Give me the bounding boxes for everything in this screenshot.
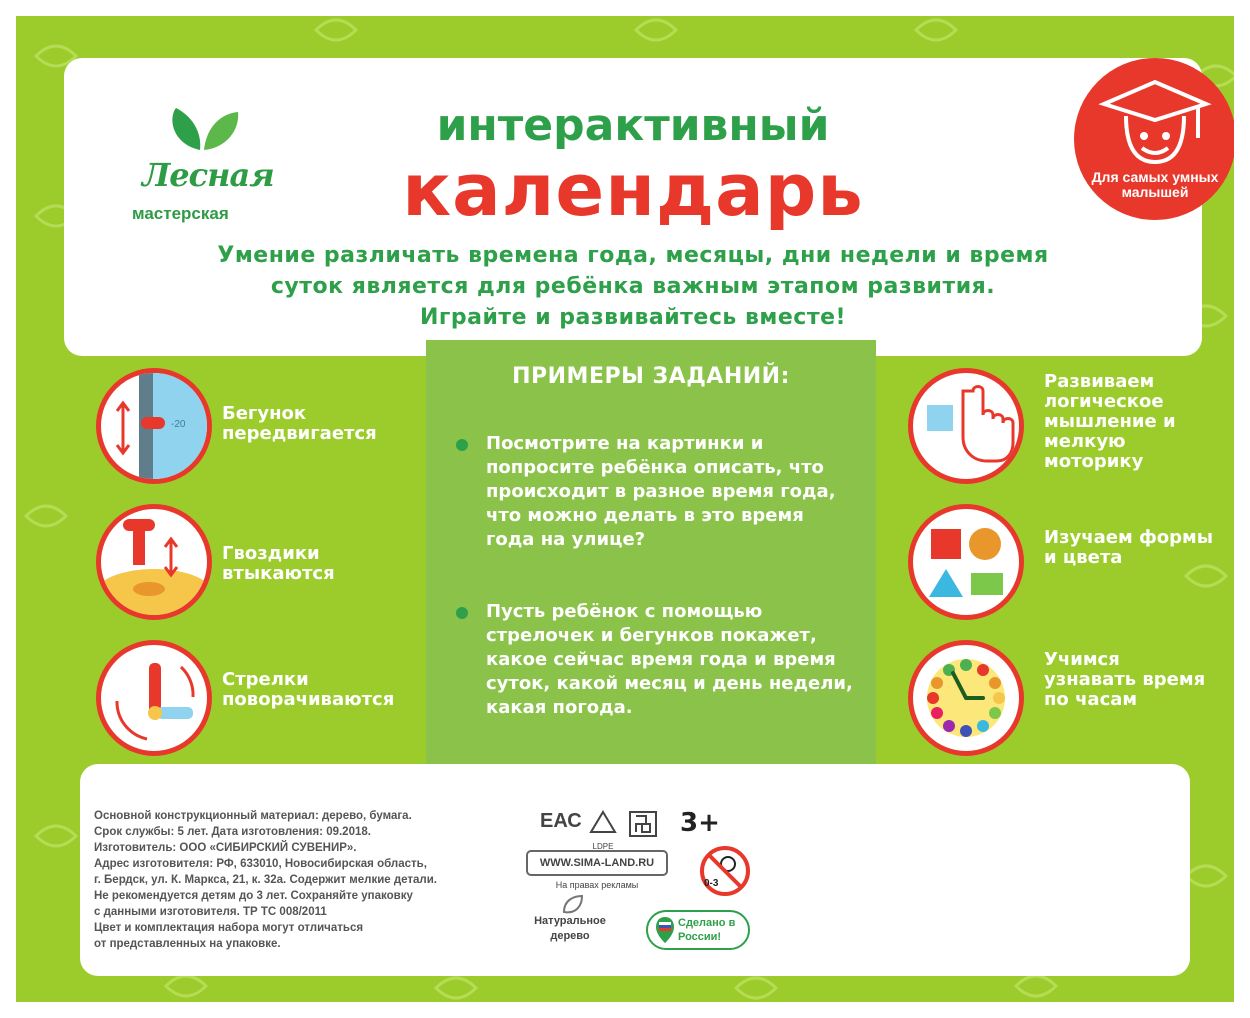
bullet-icon [456,607,468,619]
package-back [16,16,1234,1002]
intro-line: Умение различать времена года, месяцы, дни недели и время [217,243,1049,268]
intro-line: Играйте и развивайтесь вместе! [419,305,847,330]
age-rating: 3+ [680,808,720,838]
feature-label: Изучаем формы и цвета [1044,527,1214,568]
footer-card [80,764,1190,976]
made-in-russia-text: Сделано в России! [678,917,736,943]
made-in-russia-badge [646,910,750,950]
title-main: календарь [402,148,864,232]
brand-name: Лесная [142,156,274,194]
task-text: Посмотрите на картинки и попросите ребёнка описать, что происходит в разное время года, что можно делать в это время года на улице? [486,433,836,550]
feature-label: Гвоздики втыкаются [222,543,335,584]
feature-hand-circle [908,368,1024,484]
intro-text [84,240,1182,333]
legal-info [94,808,534,952]
pb-mark-icon [628,810,658,840]
rotating-arrows-icon [101,645,207,751]
legal-line: Срок службы: 5 лет. Дата изготовления: 09.2018. [94,826,371,838]
smart-kids-badge [1074,58,1234,220]
legal-line: Не рекомендуется детям до 3 лет. Сохраняйте упаковку [94,890,413,902]
graduate-face-icon [1074,58,1234,168]
feature-label: Учимся узнавать время по часам [1044,649,1206,710]
feature-shapes-circle [908,504,1024,620]
bullet-icon [456,439,468,451]
task-item [456,600,856,730]
site-link[interactable]: WWW.SIMA-LAND.RU [526,850,668,876]
russia-pin-icon [654,915,676,945]
examples-title: ПРИМЕРЫ ЗАДАНИЙ: [512,364,790,389]
feature-clock-circle [908,640,1024,756]
feature-label: Бегунок передвигается [222,403,377,444]
age-warning-label: 0-3 [704,878,719,889]
hand-puzzle-icon [913,373,1019,479]
feature-label: Стрелки поворачиваются [222,669,395,710]
task-text: Пусть ребёнок с помощью стрелочек и бегунков покажет, какое сейчас время года и время суток, какой месяц и день недели, какая погода. [486,601,853,718]
brand-sub: мастерская [132,204,229,223]
feature-peg-circle [96,504,212,620]
shapes-icon [913,509,1019,615]
legal-line: Основной конструкционный материал: дерево, бумага. [94,810,412,822]
legal-line: Изготовитель: ООО «СИБИРСКИЙ СУВЕНИР». [94,842,357,854]
feature-arrows-circle [96,640,212,756]
scale-label: -20 [171,419,186,430]
task-item [456,432,856,562]
title-top: интерактивный [436,100,830,151]
intro-line: суток является для ребёнка важным этапом развития. [270,274,996,299]
eac-mark: ЕАС [540,810,582,832]
clock-icon [913,645,1019,751]
ad-note: На правах рекламы [555,880,639,890]
header-card [64,58,1219,356]
slider-thermometer-icon [101,373,207,479]
peg-icon [101,509,207,615]
no-small-children-icon [698,844,752,898]
feature-slider-circle [96,368,212,484]
recycle-icon [588,808,618,842]
legal-line: с данными изготовителя. ТР ТС 008/2011 [94,906,327,918]
feature-label: Развиваем логическое мышление и мелкую моторику [1044,371,1176,472]
legal-line: Адрес изготовителя: РФ, 633010, Новосибирская область, [94,858,427,870]
legal-line: от представленных на упаковке. [94,938,281,950]
legal-line: г. Бердск, ул. К. Маркса, 21, к. 32а. Содержит мелкие детали. [94,874,438,886]
natural-wood-label: Натуральное дерево [534,915,606,942]
legal-line: Цвет и комплектация набора могут отличаться [94,922,364,934]
badge-text: Для самых умных малышей [1091,169,1219,200]
leaf-icon [560,894,584,916]
ldpe-label: LDPE [592,842,614,851]
